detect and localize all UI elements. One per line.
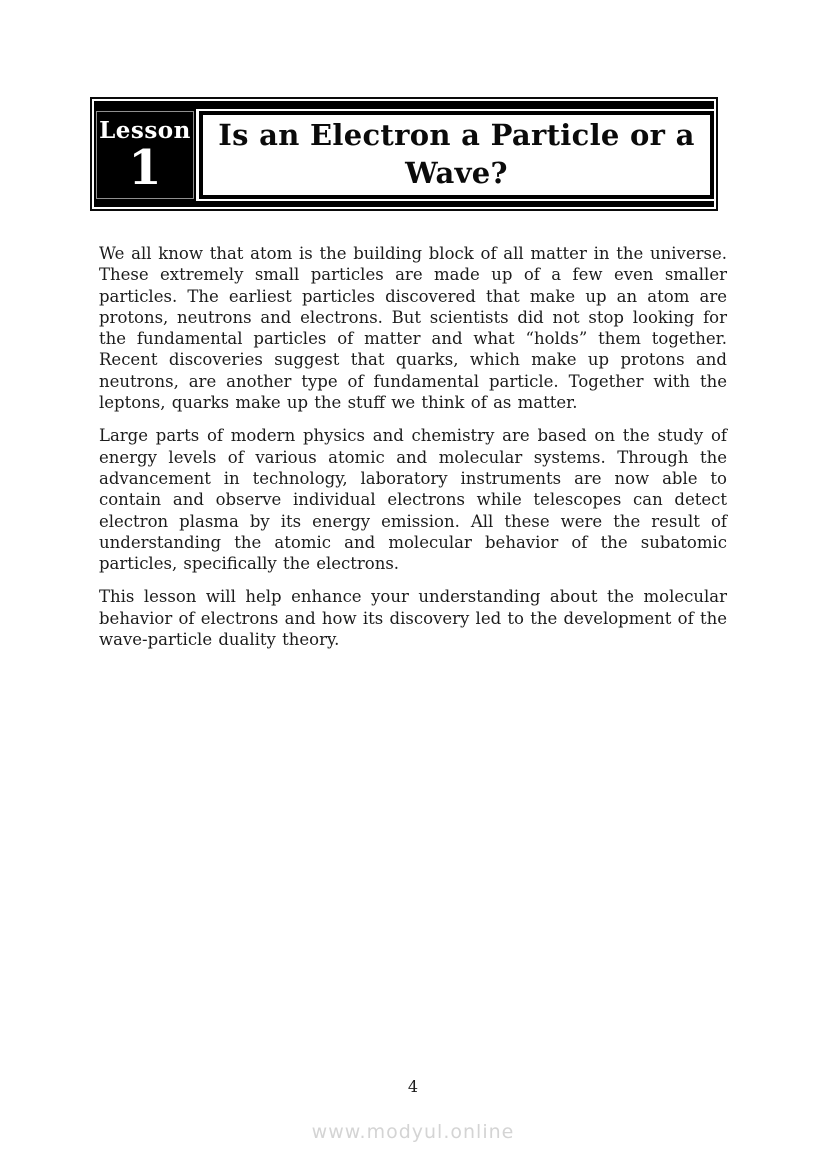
page-number: 4 [407,1077,419,1096]
paragraph-modern-physics: Large parts of modern physics and chemistry are based on the study of energy levels of various atomic and molecular systems. Through the advancement in technology, laboratory instruments are now able to contain and observe individual electrons while telescopes can detect electron plasma by its energy emission. All these were the result of understanding the atomic and molecular behavior of the subatomic particles, specifically the electrons. [99,426,727,574]
lesson-title-box [199,111,714,199]
paragraph-lesson-goal: This lesson will help enhance your understanding about the molecular behavior of electrons and how its discovery led to the development of the wave-particle duality theory. [99,587,727,650]
lesson-header [90,97,718,211]
lesson-header-inner [94,101,714,207]
watermark: www.modyul.online [311,1121,515,1143]
body-content [99,243,727,662]
lesson-title: Is an Electron a Particle or a Wave? [218,118,695,190]
paragraph-intro-atoms: We all know that atom is the building block of all matter in the universe. These extremely small particles are made up of a few even smaller particles. The earliest particles discovered that make up an atom are protons, neutrons and electrons. But scientists did not stop looking for the fundamental particles of matter and what “holds” them together. Recent discoveries suggest that quarks, which make up protons and neutrons, are another type of fundamental particle. Together with the leptons, quarks make up the stuff we think of as matter. [99,244,727,413]
lesson-label: Lesson [99,116,191,144]
lesson-badge [94,109,196,201]
lesson-number: 1 [128,140,162,197]
